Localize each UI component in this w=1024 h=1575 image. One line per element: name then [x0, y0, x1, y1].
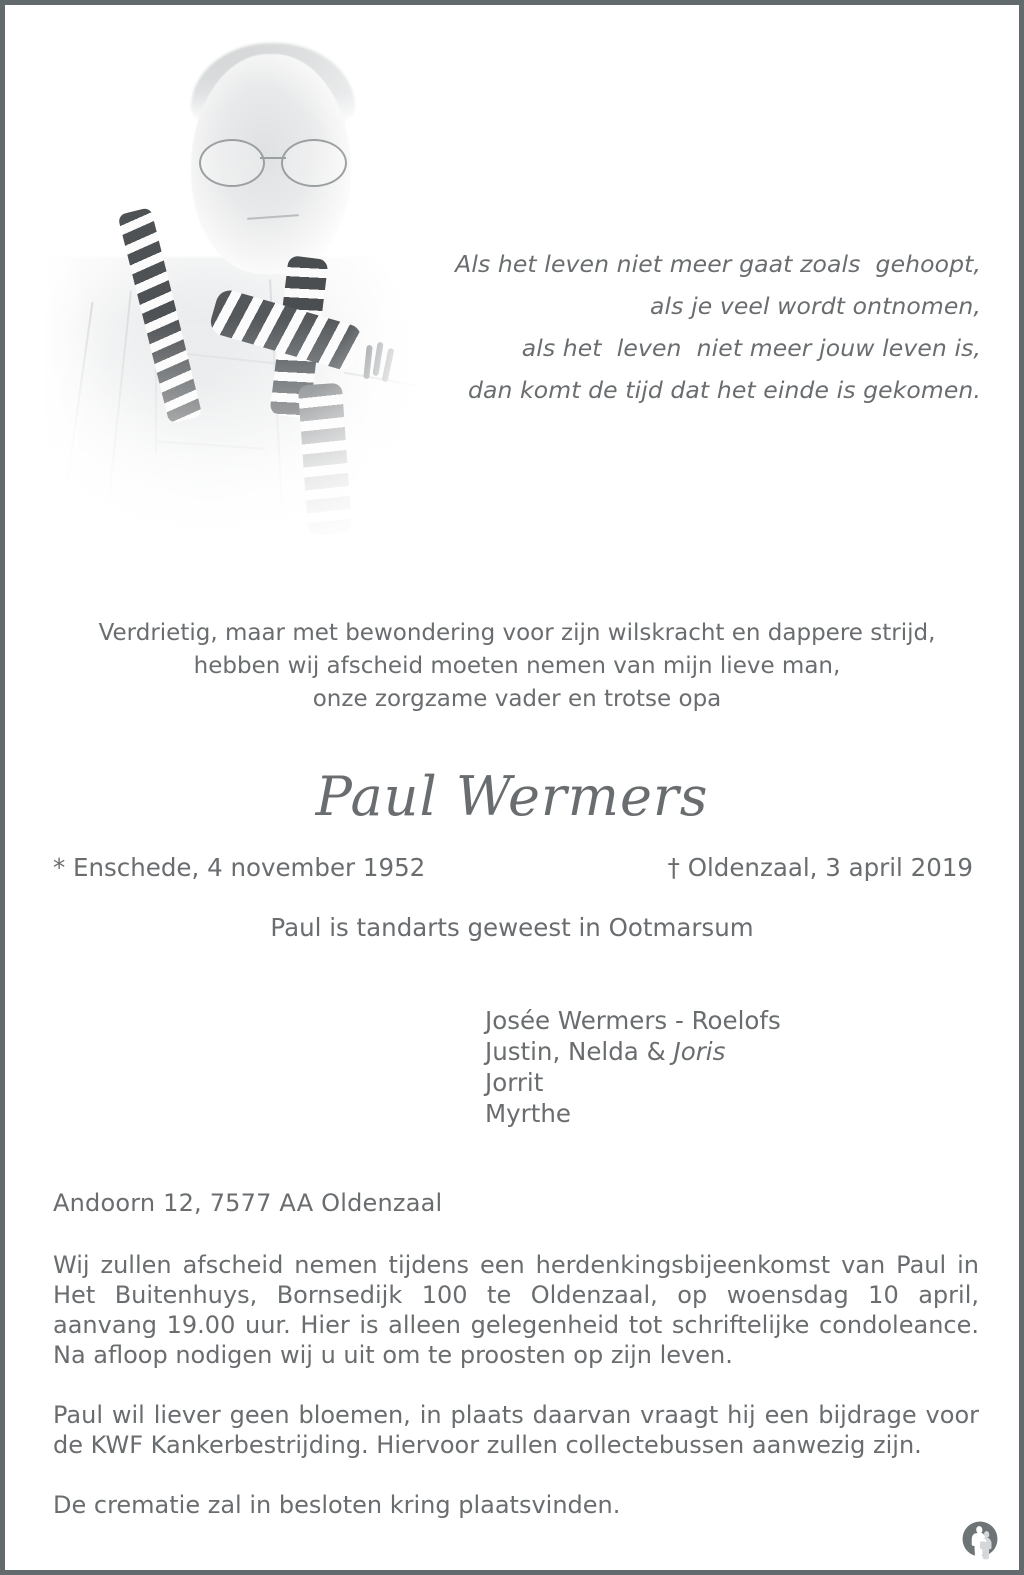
family-name-line — [485, 1036, 781, 1067]
portrait-photo — [23, 15, 423, 565]
correspondence-address: Andoorn 12, 7577 AA Oldenzaal — [53, 1189, 443, 1217]
poem — [425, 243, 981, 411]
poem-line: Als het leven niet meer gaat zoals gehoopt, — [455, 250, 981, 278]
poem-line: als je veel wordt ontnomen, — [650, 292, 981, 320]
body-paragraph-cremation: De crematie zal in besloten kring plaatsvinden. — [53, 1491, 621, 1519]
announcement-intro — [65, 617, 969, 716]
family-name-line: Myrthe — [485, 1099, 571, 1128]
poem-line: dan komt de tijd dat het einde is gekomen. — [467, 376, 981, 404]
photo-edge-fade — [23, 15, 423, 565]
body-paragraph-ceremony: Wij zullen afscheid nemen tijdens een herdenkingsbijeenkomst van Paul in Het Buitenhuys, Bornsedijk 100 te Oldenzaal, op woensdag 10 april, aanvang 19.00 uur. Hier is alleen gelegenheid tot schriftelijke condoleance. Na afloop nodigen wij u uit om te proosten op zijn leven. — [53, 1251, 979, 1369]
announcement-intro-line: onze zorgzame vader en trotse opa — [312, 686, 722, 712]
birth-date: * Enschede, 4 november 1952 — [53, 853, 426, 882]
family-name-line: Josée Wermers - Roelofs — [485, 1006, 781, 1035]
announcement-intro-line: Verdrietig, maar met bewondering voor zijn wilskracht en dappere strijd, — [98, 620, 936, 646]
poem-line: als het leven niet meer jouw leven is, — [521, 334, 981, 362]
embracing-figures-icon — [957, 1516, 1003, 1562]
portrait-photo-image — [23, 15, 423, 565]
deceased-name: Paul Wermers — [315, 765, 709, 828]
funeral-service-logo — [957, 1516, 1003, 1562]
family-names — [485, 1005, 781, 1129]
family-name-text: Justin, Nelda & — [485, 1037, 674, 1066]
death-date: † Oldenzaal, 3 april 2019 — [667, 853, 973, 882]
family-name-italic: Joris — [673, 1037, 726, 1066]
announcement-intro-line: hebben wij afscheid moeten nemen van mijn lieve man, — [193, 653, 841, 679]
family-name-line: Jorrit — [485, 1068, 544, 1097]
body-paragraph-donation: Paul wil liever geen bloemen, in plaats daarvan vraagt hij een bijdrage voor de KWF Kankerbestrijding. Hiervoor zullen collectebussen aanwezig zijn. — [53, 1401, 979, 1459]
announcement-body — [53, 1250, 979, 1520]
birth-death-row — [53, 853, 973, 882]
profession-note: Paul is tandarts geweest in Ootmarsum — [270, 913, 754, 942]
